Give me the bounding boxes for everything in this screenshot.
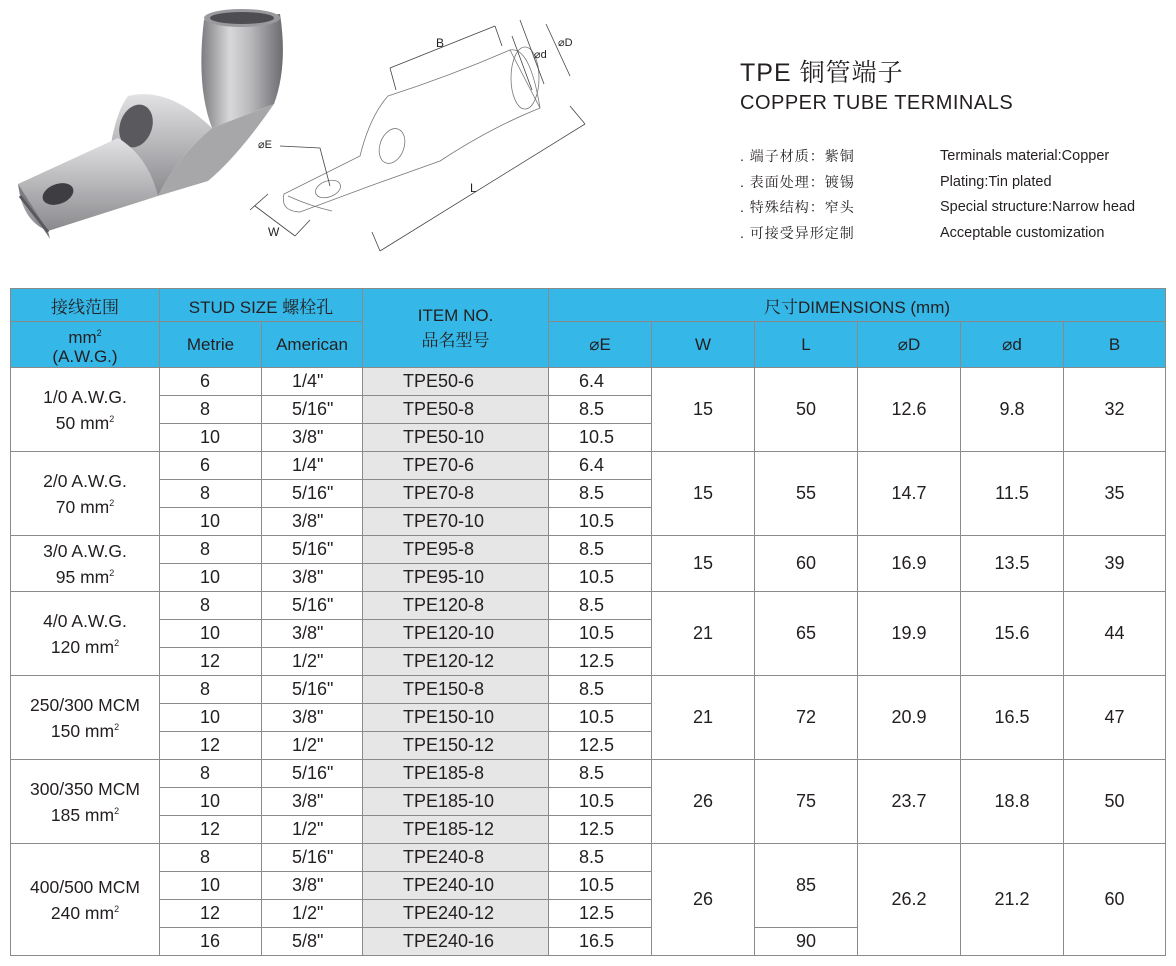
header-e: ⌀E [549,322,652,368]
wire-range-mm [11,562,159,588]
item-no-cell: TPE95-10 [363,564,549,592]
wire-range-cell [11,452,160,536]
dim-label-w: W [268,225,280,239]
header-item-no [363,289,549,368]
wire-range-mm-sup: 2 [109,413,115,424]
wire-range-mm [11,632,159,658]
dim-label-big-d: ⌀D [558,37,573,49]
spec-en: Acceptable customization [940,224,1105,241]
wire-range-mm-value: 50 mm [55,412,110,433]
spec-en: Plating:Tin plated [940,173,1052,190]
header-d: ⌀d [961,322,1064,368]
wire-range-mm-sup: 2 [114,805,120,816]
header-big-d: ⌀D [858,322,961,368]
dim-w-cell: 26 [652,844,755,956]
dim-e-cell: 8.5 [549,480,652,508]
wire-range-mm [11,492,159,518]
item-no-cell: TPE120-12 [363,648,549,676]
wire-range-cell [11,536,160,592]
wire-range-mm [11,716,159,742]
dim-d-cell: 18.8 [961,760,1064,844]
dim-e-cell: 12.5 [549,648,652,676]
dim-b-cell: 35 [1064,452,1166,536]
dim-w-cell: 15 [652,536,755,592]
spec-row [740,143,1135,169]
item-no-cell: TPE95-8 [363,536,549,564]
stud-metric-cell: 10 [160,788,262,816]
stud-american-cell: 1/2" [262,648,363,676]
dimension-table [10,288,1166,956]
stud-metric-cell: 12 [160,732,262,760]
dim-d-cell: 9.8 [961,368,1064,452]
wire-range-awg: 250/300 MCM [30,694,140,715]
stud-american-cell: 3/8" [262,508,363,536]
wire-range-awg: 1/0 A.W.G. [43,386,127,407]
wire-range-mm-value: 95 mm [55,566,110,587]
dim-b-cell: 50 [1064,760,1166,844]
dim-e-cell: 8.5 [549,844,652,872]
stud-metric-cell: 8 [160,480,262,508]
stud-metric-cell: 10 [160,424,262,452]
spec-en: Terminals material:Copper [940,147,1110,164]
dim-d-cell: 15.6 [961,592,1064,676]
header-w: W [652,322,755,368]
header-american: American [262,322,363,368]
wire-range-mm-value: 120 mm [50,636,115,657]
dim-e-cell: 8.5 [549,536,652,564]
stud-metric-cell: 10 [160,620,262,648]
dim-l-cell: 60 [755,536,858,592]
wire-range-mm-value: 70 mm [55,496,110,517]
item-no-cell: TPE185-12 [363,816,549,844]
wire-range-awg: 400/500 MCM [30,876,140,897]
dim-l-cell: 90 [755,928,858,956]
wire-range-mm [11,800,159,826]
spec-cn: . 端子材质：紫铜 [740,147,855,164]
dim-w-cell: 21 [652,676,755,760]
item-no-cell: TPE185-10 [363,788,549,816]
header-range: 接线范围 [11,289,160,322]
stud-metric-cell: 8 [160,676,262,704]
item-no-cell: TPE50-6 [363,368,549,396]
item-no-cell: TPE185-8 [363,760,549,788]
table-body [11,368,1166,956]
stud-metric-cell: 8 [160,844,262,872]
stud-american-cell: 1/4" [262,452,363,480]
title-name-cn: 铜管端子 [799,59,904,87]
header-range-unit [11,322,160,368]
header-mm-sup: 2 [96,327,102,338]
wire-range-cell [11,760,160,844]
stud-metric-cell: 6 [160,452,262,480]
stud-metric-cell: 10 [160,508,262,536]
item-no-cell: TPE50-10 [363,424,549,452]
dim-big-d-cell: 19.9 [858,592,961,676]
wire-range-mm-value: 240 mm [50,902,115,923]
item-no-cell: TPE50-8 [363,396,549,424]
stud-metric-cell: 8 [160,536,262,564]
dim-l-cell: 75 [755,760,858,844]
spec-row [740,194,1135,220]
wire-range-mm-sup: 2 [114,721,120,732]
stud-american-cell: 1/2" [262,732,363,760]
dim-w-cell: 15 [652,452,755,536]
header-item-cn: 品名型号 [421,330,490,350]
dim-e-cell: 12.5 [549,816,652,844]
wire-range-mm [11,408,159,434]
dim-e-cell: 6.4 [549,368,652,396]
table-row [11,368,1166,396]
dim-e-cell: 8.5 [549,760,652,788]
stud-american-cell: 3/8" [262,788,363,816]
dim-e-cell: 10.5 [549,620,652,648]
spec-row [740,169,1135,195]
dim-d-cell: 16.5 [961,676,1064,760]
dim-b-cell: 44 [1064,592,1166,676]
page-subtitle: COPPER TUBE TERMINALS [740,92,1014,114]
item-no-cell: TPE70-6 [363,452,549,480]
dim-l-cell: 85 [755,844,858,928]
dim-big-d-cell: 20.9 [858,676,961,760]
dim-d-cell: 13.5 [961,536,1064,592]
stud-american-cell: 5/16" [262,676,363,704]
stud-american-cell: 5/16" [262,844,363,872]
spec-en: Special structure:Narrow head [940,199,1136,216]
header-metric: Metrie [160,322,262,368]
header-item-en: ITEM NO. [417,305,494,325]
item-no-cell: TPE240-12 [363,900,549,928]
dim-big-d-cell: 26.2 [858,844,961,956]
spec-cn: . 可接受异形定制 [740,224,855,241]
wire-range-cell [11,592,160,676]
spec-list [740,143,1135,246]
spec-row [740,220,1135,246]
dim-e-cell: 10.5 [549,788,652,816]
stud-metric-cell: 10 [160,564,262,592]
stud-metric-cell: 12 [160,816,262,844]
wire-range-mm-sup: 2 [109,567,115,578]
title-block [740,58,1013,116]
stud-metric-cell: 8 [160,592,262,620]
page-title [740,58,1013,88]
dim-b-cell: 47 [1064,676,1166,760]
item-no-cell: TPE240-8 [363,844,549,872]
stud-american-cell: 3/8" [262,564,363,592]
wire-range-mm-sup: 2 [109,497,115,508]
table-row [11,452,1166,480]
table-row [11,844,1166,872]
dim-e-cell: 8.5 [549,396,652,424]
dim-w-cell: 26 [652,760,755,844]
stud-american-cell: 3/8" [262,620,363,648]
wire-range-awg: 4/0 A.W.G. [43,610,127,631]
dimension-drawing [240,6,620,266]
dim-d-cell: 11.5 [961,452,1064,536]
stud-american-cell: 3/8" [262,424,363,452]
spec-cn: . 表面处理：镀锡 [740,173,855,190]
header-stud-size: STUD SIZE 螺栓孔 [160,289,363,322]
wire-range-awg: 2/0 A.W.G. [43,470,127,491]
dim-e-cell: 10.5 [549,564,652,592]
stud-metric-cell: 12 [160,648,262,676]
stud-metric-cell: 10 [160,704,262,732]
dim-e-cell: 8.5 [549,676,652,704]
item-no-cell: TPE240-16 [363,928,549,956]
dim-label-b: B [436,36,445,50]
stud-american-cell: 3/8" [262,872,363,900]
dim-label-d: ⌀d [534,49,547,61]
dim-big-d-cell: 12.6 [858,368,961,452]
stud-american-cell: 5/16" [262,480,363,508]
dim-w-cell: 21 [652,592,755,676]
wire-range-mm-value: 185 mm [50,804,115,825]
stud-american-cell: 1/2" [262,816,363,844]
stud-american-cell: 1/2" [262,900,363,928]
dim-e-cell: 6.4 [549,452,652,480]
stud-american-cell: 5/16" [262,760,363,788]
dim-e-cell: 10.5 [549,704,652,732]
dim-b-cell: 60 [1064,844,1166,956]
wire-range-mm-value: 150 mm [50,720,115,741]
stud-metric-cell: 12 [160,900,262,928]
stud-american-cell: 5/16" [262,592,363,620]
table-row [11,592,1166,620]
header-dimensions: 尺寸DIMENSIONS (mm) [549,289,1166,322]
dim-e-cell: 10.5 [549,872,652,900]
spec-cn: . 特殊结构：窄头 [740,199,855,216]
stud-american-cell: 5/16" [262,396,363,424]
dim-e-cell: 12.5 [549,732,652,760]
item-no-cell: TPE150-10 [363,704,549,732]
table-row [11,760,1166,788]
dim-label-l: L [470,181,477,195]
dim-l-cell: 50 [755,368,858,452]
header-mm: mm [68,327,97,347]
stud-metric-cell: 8 [160,760,262,788]
dim-b-cell: 39 [1064,536,1166,592]
dim-e-cell: 12.5 [549,900,652,928]
dim-l-cell: 65 [755,592,858,676]
stud-metric-cell: 6 [160,368,262,396]
wire-range-cell [11,844,160,956]
header-l: L [755,322,858,368]
stud-american-cell: 1/4" [262,368,363,396]
dim-e-cell: 16.5 [549,928,652,956]
title-code: TPE [740,59,792,87]
stud-american-cell: 3/8" [262,704,363,732]
dim-l-cell: 55 [755,452,858,536]
dim-d-cell: 21.2 [961,844,1064,956]
wire-range-mm-sup: 2 [114,637,120,648]
stud-metric-cell: 8 [160,396,262,424]
wire-range-mm [11,898,159,924]
item-no-cell: TPE70-10 [363,508,549,536]
dim-big-d-cell: 14.7 [858,452,961,536]
dim-l-cell: 72 [755,676,858,760]
header-awg: (A.W.G.) [52,346,118,366]
dim-e-cell: 10.5 [549,424,652,452]
stud-american-cell: 5/16" [262,536,363,564]
stud-metric-cell: 10 [160,872,262,900]
header-b: B [1064,322,1166,368]
wire-range-mm-sup: 2 [114,903,120,914]
table-row [11,536,1166,564]
item-no-cell: TPE120-8 [363,592,549,620]
item-no-cell: TPE70-8 [363,480,549,508]
wire-range-cell [11,676,160,760]
table-row [11,676,1166,704]
item-no-cell: TPE150-12 [363,732,549,760]
dim-b-cell: 32 [1064,368,1166,452]
dim-big-d-cell: 16.9 [858,536,961,592]
item-no-cell: TPE150-8 [363,676,549,704]
item-no-cell: TPE120-10 [363,620,549,648]
wire-range-awg: 3/0 A.W.G. [43,540,127,561]
wire-range-cell [11,368,160,452]
dim-e-cell: 8.5 [549,592,652,620]
stud-metric-cell: 16 [160,928,262,956]
stud-american-cell: 5/8" [262,928,363,956]
dim-w-cell: 15 [652,368,755,452]
wire-range-awg: 300/350 MCM [30,778,140,799]
dim-label-e: ⌀E [258,139,272,151]
item-no-cell: TPE240-10 [363,872,549,900]
dim-e-cell: 10.5 [549,508,652,536]
dim-big-d-cell: 23.7 [858,760,961,844]
